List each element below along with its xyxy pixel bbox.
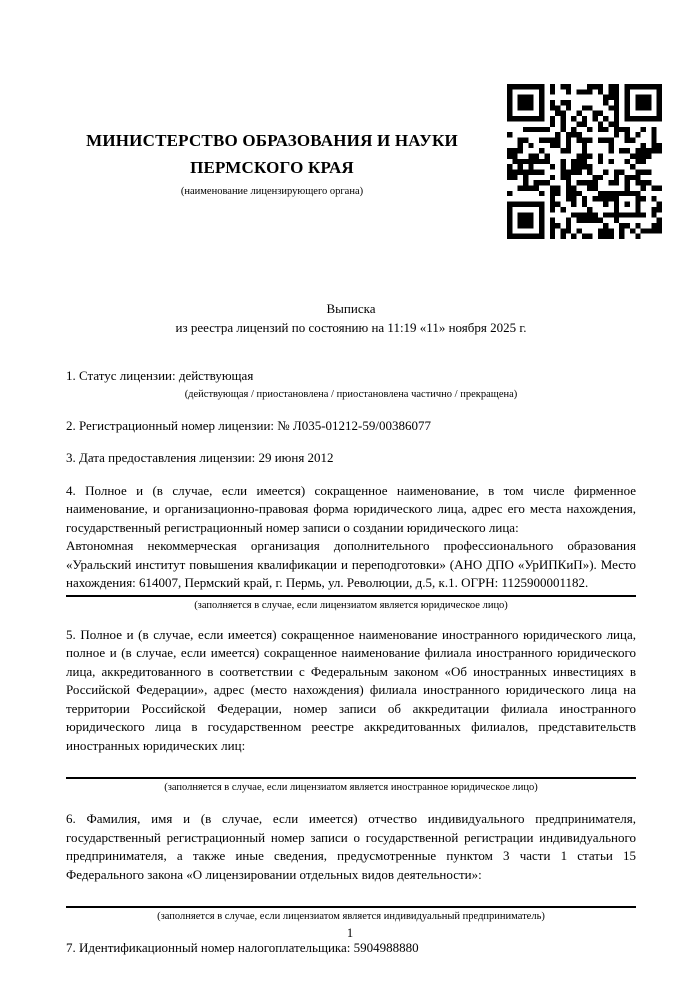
item-5-blank-value xyxy=(66,755,636,775)
ministry-name-line1: МИНИСТЕРСТВО ОБРАЗОВАНИЯ И НАУКИ xyxy=(86,131,458,150)
item-6-blank-value xyxy=(66,884,636,904)
item-6-text: 6. Фамилия, имя и (в случае, если имеется) отчество индивидуального предпринимателя, государственный регистрационный номер записи о государственной регистрации индивидуального предпринимателя, а также иные сведения, предусмотренные пунктом 3 части 1 статьи 15 Федерального закона «О лицензировании отдельных видов деятельности»: xyxy=(66,811,636,882)
item-4-caption: (заполняется в случае, если лицензиатом является юридическое лицо) xyxy=(194,599,508,611)
ministry-caption: (наименование лицензирующего органа) xyxy=(180,186,364,197)
item-1-license-status xyxy=(66,367,636,401)
item-2-registration-number xyxy=(66,417,636,436)
document-title xyxy=(66,300,636,337)
document-body xyxy=(66,300,636,958)
item-5-underline xyxy=(66,777,636,779)
item-4-value: Автономная некоммерческая организация дополнительного профессионального образования «Уральский институт повышения квалификации и переподготовки» (АНО ДПО «УрИПКиП»). Место нахождения: 614007, Пермский край, г. Пермь, ул. Революции, д.5, к.1. ОГРН: 1125900001182. xyxy=(66,538,636,590)
item-5-foreign-entity xyxy=(66,626,636,795)
item-4-text: 4. Полное и (в случае, если имеется) сокращенное наименование, в том числе фирменное наименование, и организационно-правовая форма юридического лица, адрес его места нахождения, государственный регистрационный номер записи о создании юридического лица: xyxy=(66,482,636,535)
item-5-text: 5. Полное и (в случае, если имеется) сокращенное наименование иностранного юридического лица, полное и (в случае, если имеется) сокращенное наименование филиала иностранного юридического лица, аккредитованного в соответствии с Федеральным законом «Об иностранных инвестициях в Российской Федерации», адрес (место нахождения) филиала иностранного юридического лица на территории Российской Федерации, номер записи об аккредитации филиала иностранного юридического лица в государственном реестре аккредитованных филиалов, представительств иностранных юридических лиц: xyxy=(66,626,636,753)
item-5-caption: (заполняется в случае, если лицензиатом является иностранное юридическое лицо) xyxy=(164,782,538,793)
item-3-text: 3. Дата предоставления лицензии: 29 июня 2012 xyxy=(66,450,334,465)
item-4-underline xyxy=(66,595,636,597)
page-number: 1 xyxy=(346,926,354,940)
item-6-caption: (заполняется в случае, если лицензиатом является индивидуальный предприниматель) xyxy=(157,911,545,922)
item-1-caption: (действующая / приостановлена / приостановлена частично / прекращена) xyxy=(184,388,518,400)
item-3-grant-date xyxy=(66,449,636,468)
item-7-taxpayer-number xyxy=(66,939,636,958)
item-6-underline xyxy=(66,906,636,908)
document-title-line1: Выписка xyxy=(326,301,376,316)
item-4-legal-entity xyxy=(66,482,636,612)
item-6-individual-entrepreneur xyxy=(66,810,636,923)
item-1-text: 1. Статус лицензии: действующая xyxy=(66,368,254,383)
document-title-line2: из реестра лицензий по состоянию на 11:19 «11» ноября 2025 г. xyxy=(175,319,527,335)
licensing-authority-header xyxy=(62,127,482,198)
item-7-text: 7. Идентификационный номер налогоплательщика: 5904988880 xyxy=(66,940,419,955)
item-2-text: 2. Регистрационный номер лицензии: № Л035-01212-59/00386077 xyxy=(66,417,432,433)
qr-code-icon xyxy=(506,84,663,239)
ministry-name-line2: ПЕРМСКОГО КРАЯ xyxy=(190,158,354,177)
